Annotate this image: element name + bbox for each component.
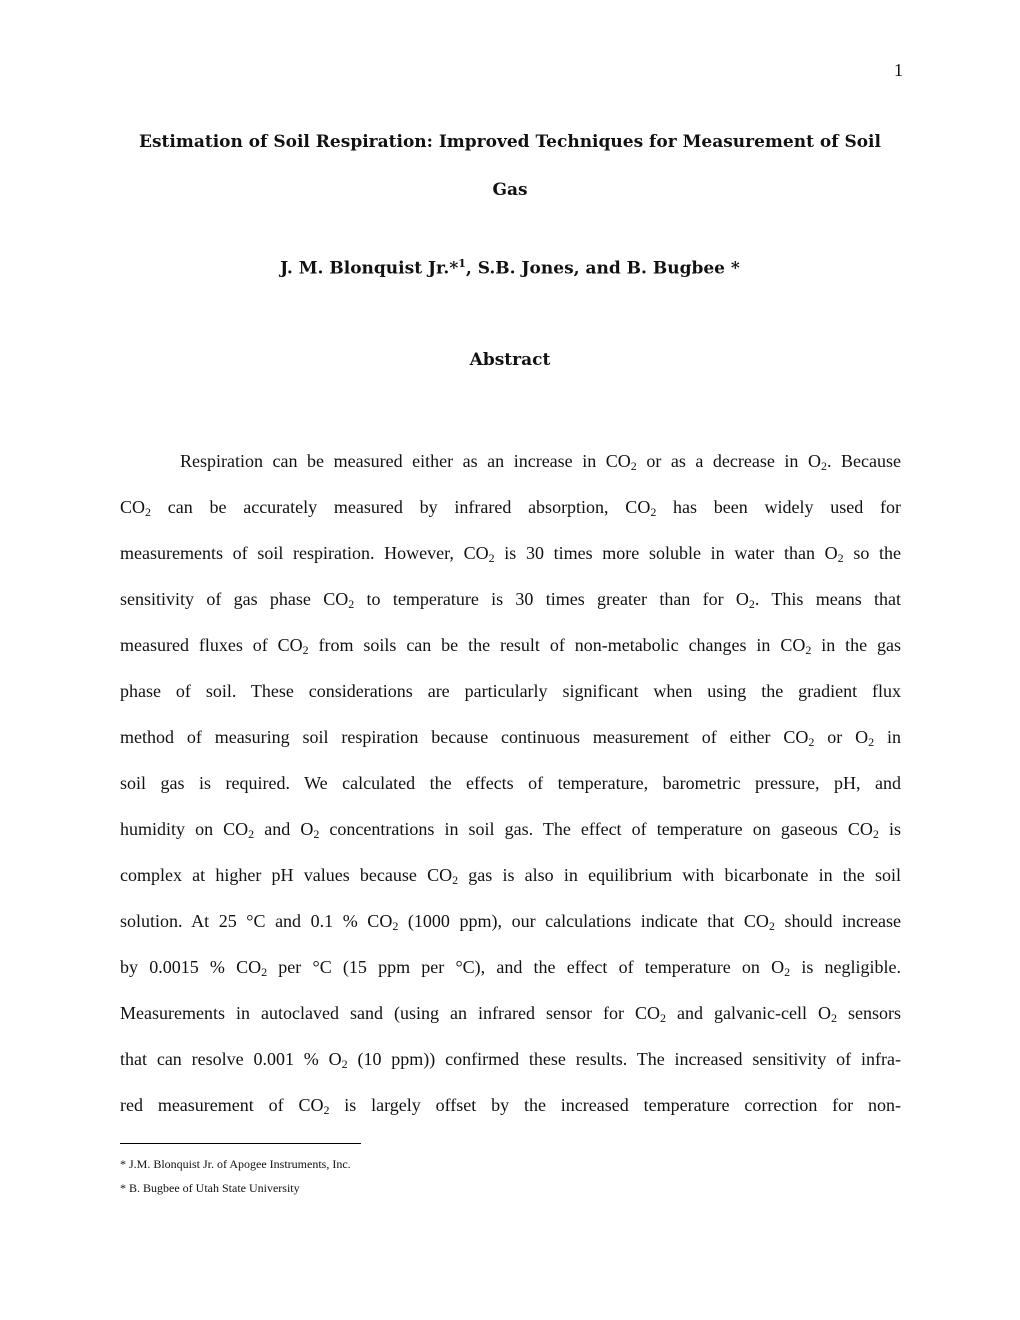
footnotes [120,1152,351,1200]
footnote-separator [120,1143,361,1144]
text-run: can be accurately measured by infrared absorption, CO [151,497,651,517]
abstract-line [120,1082,901,1128]
author-list [120,257,900,279]
title-line-1: Estimation of Soil Respiration: Improved Techniques for Measurement of Soil [139,132,881,152]
text-run: and galvanic-cell O [666,1003,831,1023]
text-run: is negligible. [790,957,902,977]
abstract-line [120,760,901,806]
text-run: . Because [826,451,901,471]
text-run: from soils can be the result of non-metabolic changes in CO [308,635,806,655]
subscript: 2 [868,735,875,749]
text-run: humidity on CO [120,819,249,839]
subscript: 2 [248,827,255,841]
subscript: 2 [323,1103,330,1117]
text-run: in [874,727,901,747]
paper-title [120,118,900,214]
abstract-line [120,806,901,852]
subscript: 2 [784,965,791,979]
subscript: 2 [837,551,844,565]
title-line-2: Gas [492,180,528,200]
subscript: 2 [820,459,827,473]
text-run: Measurements in autoclaved sand (using an infrared sensor for CO [120,1003,660,1023]
subscript: 2 [302,643,309,657]
text-run: or as a decrease in O [636,451,821,471]
text-run: has been widely used for [656,497,901,517]
abstract-line [120,484,901,530]
abstract-line [120,530,901,576]
text-run: sensitivity of gas phase CO [120,589,349,609]
authors-part-1: J. M. Blonquist Jr.* [280,258,459,279]
subscript: 2 [630,459,637,473]
text-run: by 0.0015 % CO [120,957,262,977]
author-affiliation-mark: 1 [458,257,466,270]
text-run: or O [814,727,869,747]
text-run: is largely offset by the increased temperature correction for non- [329,1095,901,1115]
text-run: in the gas [811,635,901,655]
subscript: 2 [392,919,399,933]
subscript: 2 [660,1011,666,1025]
subscript: 2 [452,873,459,887]
page-number: 1 [894,60,903,80]
text-run: sensors [836,1003,901,1023]
text-run: (10 ppm)) confirmed these results. The increased sensitivity of infra- [347,1049,901,1069]
abstract-line [120,622,901,668]
abstract-body [120,438,901,1128]
footnote-1: * J.M. Blonquist Jr. of Apogee Instruments, Inc. [120,1157,351,1171]
text-run: that can resolve 0.001 % O [120,1049,342,1069]
abstract-line [120,576,901,622]
text-run: measurements of soil respiration. However, CO [120,543,489,563]
text-run: . This means that [754,589,902,609]
authors-part-2: , S.B. Jones, and B. Bugbee * [465,258,740,279]
subscript: 2 [313,827,320,841]
subscript: 2 [145,505,152,519]
abstract-heading: Abstract [469,350,551,370]
abstract-line [120,990,901,1036]
subscript: 2 [872,827,879,841]
abstract-line [120,714,901,760]
text-run: CO [120,497,146,517]
text-run: (1000 ppm), our calculations indicate that CO [398,911,769,931]
text-run: solution. At 25 °C and 0.1 % CO [120,911,393,931]
text-run: phase of soil. These considerations are particularly significant when using the gradient flux [120,681,901,701]
text-run: gas is also in equilibrium with bicarbonate in the soil [458,865,902,885]
text-run: and O [254,819,314,839]
abstract-line [120,668,901,714]
abstract-line [120,438,901,484]
subscript: 2 [488,551,495,565]
subscript: 2 [830,1011,837,1025]
text-run: is 30 times more soluble in water than O [494,543,838,563]
abstract-line [120,944,901,990]
text-run: should increase [774,911,901,931]
text-run: per °C (15 ppm per °C), and the effect of temperature on O [267,957,785,977]
abstract-line [120,1036,901,1082]
text-run: soil gas is required. We calculated the effects of temperature, barometric pressure, pH, and [120,773,901,793]
subscript: 2 [341,1057,348,1071]
subscript: 2 [261,965,268,979]
text-run: Respiration can be measured either as an increase in CO [180,451,631,471]
text-run: red measurement of CO [120,1095,324,1115]
subscript: 2 [808,735,815,749]
text-run: so the [843,543,901,563]
subscript: 2 [748,597,755,611]
text-run: method of measuring soil respiration because continuous measurement of either CO [120,727,809,747]
text-run: concentrations in soil gas. The effect of temperature on gaseous CO [319,819,873,839]
footnote-2: * B. Bugbee of Utah State University [120,1181,300,1195]
text-run: to temperature is 30 times greater than for O [354,589,749,609]
subscript: 2 [650,505,657,519]
text-run: complex at higher pH values because CO [120,865,453,885]
subscript: 2 [768,919,775,933]
abstract-line [120,852,901,898]
abstract-line [120,898,901,944]
subscript: 2 [805,643,812,657]
text-run: measured fluxes of CO [120,635,303,655]
subscript: 2 [348,597,355,611]
text-run: is [878,819,901,839]
